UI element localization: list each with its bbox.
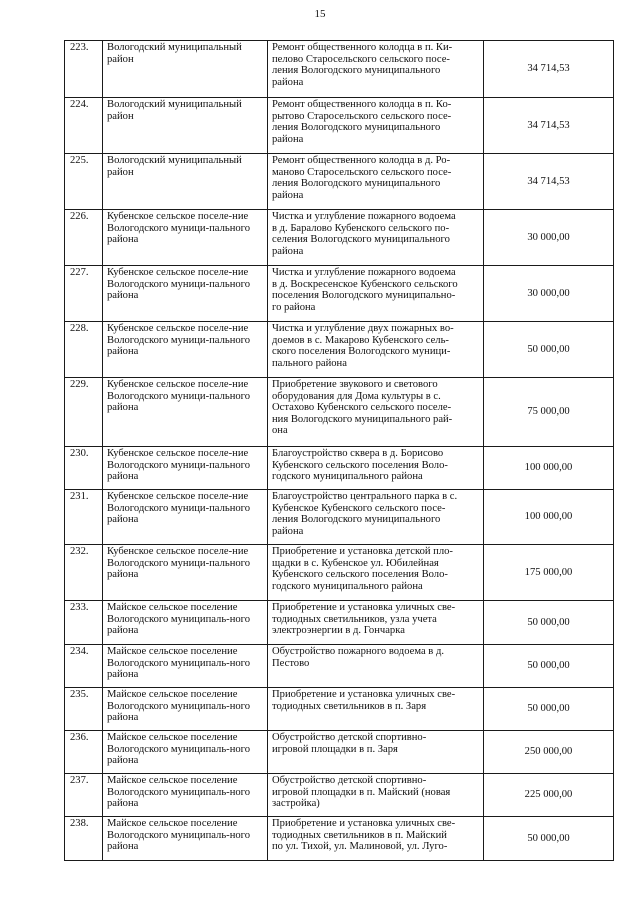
description-cell: Чистка и углубление пожарного водоема в д. Воскресенское Кубенского сельского поселения Вологодского муниципально- го района <box>268 266 484 322</box>
recipient-cell: Кубенское сельское поселе-ние Вологодского муници-пального района <box>103 378 268 447</box>
table-row <box>65 490 614 545</box>
description-cell: Благоустройство сквера в д. Борисово Кубенского сельского поселения Воло- годского муниципального района <box>268 447 484 490</box>
row-number: 237. <box>65 774 103 817</box>
row-number: 233. <box>65 601 103 645</box>
recipient-cell: Майское сельское поселение Вологодского муниципаль-ного района <box>103 731 268 774</box>
recipient-cell: Майское сельское поселение Вологодского муниципаль-ного района <box>103 645 268 688</box>
amount-cell: 50 000,00 <box>484 688 614 731</box>
table-row <box>65 774 614 817</box>
recipient-cell: Кубенское сельское поселе-ние Вологодского муници-пального района <box>103 210 268 266</box>
description-cell: Благоустройство центрального парка в с. Кубенское Кубенского сельского посе- ления Вологодского муниципального района <box>268 490 484 545</box>
recipient-cell: Вологодский муниципальный район <box>103 154 268 210</box>
description-cell: Обустройство пожарного водоема в д. Пестово <box>268 645 484 688</box>
amount-cell: 30 000,00 <box>484 210 614 266</box>
table-row <box>65 322 614 378</box>
amount-cell: 100 000,00 <box>484 447 614 490</box>
description-cell: Ремонт общественного колодца в д. Ро- маново Старосельского сельского посе- ления Вологодского муниципального района <box>268 154 484 210</box>
table-row <box>65 41 614 98</box>
row-number: 238. <box>65 817 103 861</box>
table-row <box>65 545 614 601</box>
row-number: 226. <box>65 210 103 266</box>
row-number: 235. <box>65 688 103 731</box>
recipient-cell: Кубенское сельское поселе-ние Вологодского муници-пального района <box>103 322 268 378</box>
recipient-cell: Майское сельское поселение Вологодского муниципаль-ного района <box>103 774 268 817</box>
recipient-cell: Майское сельское поселение Вологодского муниципаль-ного района <box>103 817 268 861</box>
description-cell: Приобретение звукового и светового оборудования для Дома культуры в с. Остахово Кубенского сельского поселе- ния Вологодского муниципального рай- она <box>268 378 484 447</box>
table-row <box>65 210 614 266</box>
recipient-cell: Кубенское сельское поселе-ние Вологодского муници-пального района <box>103 545 268 601</box>
table-row <box>65 731 614 774</box>
recipient-cell: Кубенское сельское поселе-ние Вологодского муници-пального района <box>103 447 268 490</box>
table-row <box>65 447 614 490</box>
recipient-cell: Кубенское сельское поселе-ние Вологодского муници-пального района <box>103 266 268 322</box>
row-number: 225. <box>65 154 103 210</box>
recipient-cell: Кубенское сельское поселе-ние Вологодского муници-пального района <box>103 490 268 545</box>
table-row <box>65 645 614 688</box>
description-cell: Приобретение и установка уличных све- тодиодных светильников в п. Майский по ул. Тихой, ул. Малиновой, ул. Луго- <box>268 817 484 861</box>
row-number: 234. <box>65 645 103 688</box>
row-number: 228. <box>65 322 103 378</box>
row-number: 227. <box>65 266 103 322</box>
row-number: 236. <box>65 731 103 774</box>
table-row <box>65 601 614 645</box>
page-number: 15 <box>314 8 326 20</box>
recipient-cell: Майское сельское поселение Вологодского муниципаль-ного района <box>103 688 268 731</box>
description-cell: Обустройство детской спортивно- игровой площадки в п. Заря <box>268 731 484 774</box>
row-number: 224. <box>65 98 103 154</box>
row-number: 230. <box>65 447 103 490</box>
amount-cell: 34 714,53 <box>484 154 614 210</box>
row-number: 229. <box>65 378 103 447</box>
description-cell: Приобретение и установка детской пло- щадки в с. Кубенское ул. Юбилейная Кубенского сельского поселения Воло- годского муниципального района <box>268 545 484 601</box>
description-cell: Чистка и углубление двух пожарных во- доемов в с. Макарово Кубенского сель- ского поселения Вологодского муници- пального района <box>268 322 484 378</box>
description-cell: Приобретение и установка уличных све- тодиодных светильников, узла учета электроэнергии в д. Гончарка <box>268 601 484 645</box>
description-cell: Ремонт общественного колодца в п. Ки- пелово Старосельского сельского посе- ления Вологодского муниципального района <box>268 41 484 98</box>
amount-cell: 100 000,00 <box>484 490 614 545</box>
allocation-table <box>64 40 614 861</box>
amount-cell: 250 000,00 <box>484 731 614 774</box>
amount-cell: 50 000,00 <box>484 322 614 378</box>
table-row <box>65 688 614 731</box>
row-number: 232. <box>65 545 103 601</box>
amount-cell: 34 714,53 <box>484 98 614 154</box>
amount-cell: 50 000,00 <box>484 645 614 688</box>
table-row <box>65 266 614 322</box>
recipient-cell: Вологодский муниципальный район <box>103 98 268 154</box>
table-row <box>65 378 614 447</box>
amount-cell: 225 000,00 <box>484 774 614 817</box>
amount-cell: 34 714,53 <box>484 41 614 98</box>
description-cell: Приобретение и установка уличных све- тодиодных светильников в п. Заря <box>268 688 484 731</box>
recipient-cell: Майское сельское поселение Вологодского муниципаль-ного района <box>103 601 268 645</box>
amount-cell: 30 000,00 <box>484 266 614 322</box>
table-row <box>65 98 614 154</box>
description-cell: Ремонт общественного колодца в п. Ко- рытово Старосельского сельского посе- ления Вологодского муниципального района <box>268 98 484 154</box>
amount-cell: 50 000,00 <box>484 601 614 645</box>
amount-cell: 50 000,00 <box>484 817 614 861</box>
row-number: 231. <box>65 490 103 545</box>
amount-cell: 75 000,00 <box>484 378 614 447</box>
table-row <box>65 817 614 861</box>
table-row <box>65 154 614 210</box>
recipient-cell: Вологодский муниципальный район <box>103 41 268 98</box>
row-number: 223. <box>65 41 103 98</box>
description-cell: Чистка и углубление пожарного водоема в д. Баралово Кубенского сельского по- селения Вологодского муниципального района <box>268 210 484 266</box>
description-cell: Обустройство детской спортивно- игровой площадки в п. Майский (новая застройка) <box>268 774 484 817</box>
amount-cell: 175 000,00 <box>484 545 614 601</box>
